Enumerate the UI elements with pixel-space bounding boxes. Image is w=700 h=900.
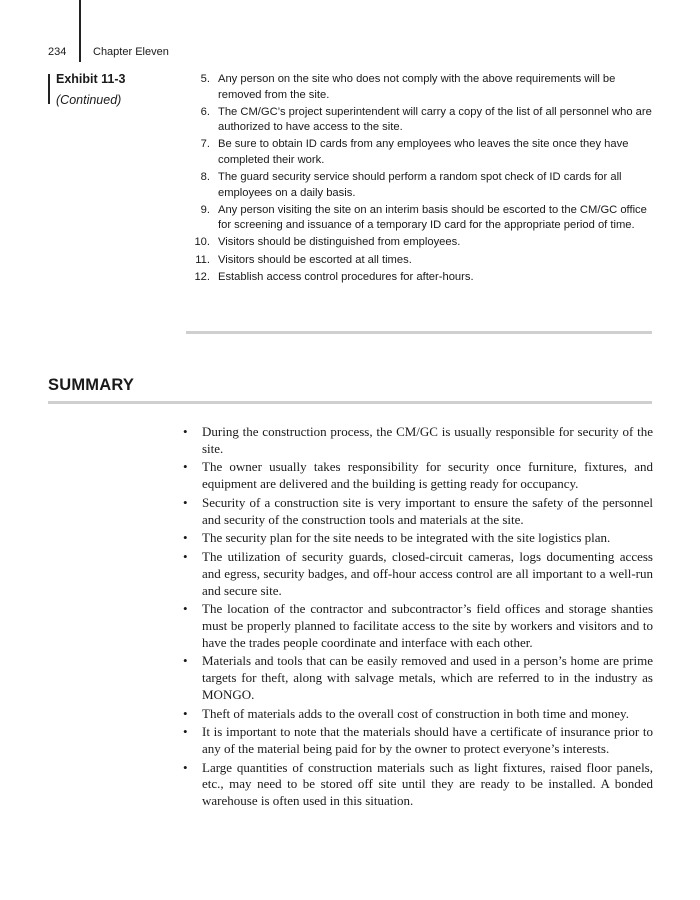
exhibit-item-number: 5.	[200, 73, 210, 85]
bullet-icon: •	[183, 759, 188, 775]
exhibit-item-text: Establish access control procedures for after-hours.	[218, 270, 474, 283]
exhibit-item	[186, 270, 652, 286]
bullet-icon: •	[183, 705, 188, 721]
exhibit-item-text: Visitors should be escorted at all times.	[218, 253, 412, 266]
exhibit-item-text: Any person on the site who does not comply with the above requirements will be removed from the site.	[218, 73, 616, 101]
summary-item-text: The owner usually takes responsibility for security once furniture, fixtures, and equipment are delivered and the building is getting ready for occupancy.	[202, 459, 653, 492]
exhibit-bottom-rule	[186, 331, 652, 334]
exhibit-item-text: The guard security service should perform a random spot check of ID cards for all employees on a daily basis.	[218, 171, 622, 199]
page-number: 234	[48, 46, 67, 58]
bullet-icon: •	[183, 424, 188, 439]
exhibit-continued: (Continued)	[56, 93, 122, 107]
page-header	[48, 0, 668, 70]
bullet-icon: •	[183, 494, 188, 510]
exhibit-item	[186, 253, 652, 269]
summary-item-text: The security plan for the site needs to be integrated with the site logistics plan.	[202, 530, 611, 546]
summary-item	[175, 459, 653, 493]
exhibit-item	[186, 170, 652, 201]
bullet-icon: •	[183, 601, 188, 617]
exhibit-item-text: The CM/GC’s project superintendent will carry a copy of the list of all personnel who are authorized to have access to the site.	[218, 105, 652, 134]
exhibit-title: Exhibit 11-3	[56, 72, 126, 86]
summary-item	[175, 549, 653, 600]
summary-heading-rule	[48, 401, 652, 404]
exhibit-item-text: Be sure to obtain ID cards from any employees who leaves the site once they have completed their work.	[218, 138, 629, 166]
exhibit-item-number: 6.	[200, 105, 210, 118]
summary-item	[175, 760, 653, 811]
chapter-title: Chapter Eleven	[93, 46, 169, 58]
summary-item-text: Large quantities of construction materials such as light fixtures, raised floor panels, etc., may need to be stored off site until they are ready to be installed. A bonded warehouse is often used in this situation.	[202, 759, 653, 809]
summary-item	[175, 601, 653, 652]
exhibit-label	[48, 72, 178, 108]
summary-item-text: Materials and tools that can be easily removed and used in a person’s home are prime targets for theft, along with salvage metals, which are referred to in the industry as MONGO.	[202, 653, 653, 703]
summary-item-text: During the construction process, the CM/GC is usually responsible for security of the site.	[202, 424, 653, 456]
exhibit-item	[186, 72, 652, 103]
bullet-icon: •	[183, 459, 188, 475]
exhibit-item-number: 12.	[194, 270, 210, 283]
exhibit-item-text: Any person visiting the site on an interim basis should be escorted to the CM/GC office for screening and issuance of a temporary ID card for the appropriate period of time.	[218, 203, 647, 232]
exhibit-item	[186, 235, 652, 251]
summary-item	[175, 724, 653, 758]
section-heading-summary: SUMMARY	[48, 376, 135, 394]
bullet-icon: •	[183, 530, 188, 546]
summary-item	[175, 653, 653, 704]
summary-item-text: Theft of materials adds to the overall cost of construction in both time and money.	[202, 705, 629, 721]
exhibit-item-text: Visitors should be distinguished from employees.	[218, 236, 461, 249]
exhibit-item	[186, 203, 652, 234]
summary-item	[175, 530, 653, 547]
header-divider	[79, 0, 81, 62]
summary-list	[175, 424, 653, 812]
bullet-icon: •	[183, 653, 188, 669]
exhibit-marker-bar	[48, 74, 50, 104]
summary-item	[175, 495, 653, 529]
summary-item-text: The location of the contractor and subcontractor’s field offices and storage shanties must be properly planned to facilitate access to the site by workers and visitors and to have the trades people coordinate and interface with each other.	[202, 601, 653, 650]
bullet-icon: •	[183, 548, 188, 564]
exhibit-item-number: 10.	[194, 236, 210, 249]
summary-item-text: It is important to note that the materials should have a certificate of insurance prior to any of the material being paid for by the owner to protect everyone’s interests.	[202, 724, 653, 757]
exhibit-item-number: 11.	[195, 253, 210, 266]
exhibit-item	[186, 105, 652, 136]
exhibit-item-number: 9.	[200, 203, 210, 216]
summary-item	[175, 424, 653, 458]
summary-item	[175, 706, 653, 723]
exhibit-item-number: 7.	[200, 138, 210, 151]
summary-item-text: The utilization of security guards, closed-circuit cameras, logs documenting access and egress, security badges, and off-hour access control are all important to a well-run and secure site.	[202, 548, 653, 598]
exhibit-item-number: 8.	[200, 171, 210, 184]
bullet-icon: •	[183, 724, 188, 740]
exhibit-list	[186, 72, 652, 287]
summary-item-text: Security of a construction site is very important to ensure the safety of the personnel and security of the construction tools and materials at the site.	[202, 494, 653, 527]
exhibit-item	[186, 137, 652, 168]
